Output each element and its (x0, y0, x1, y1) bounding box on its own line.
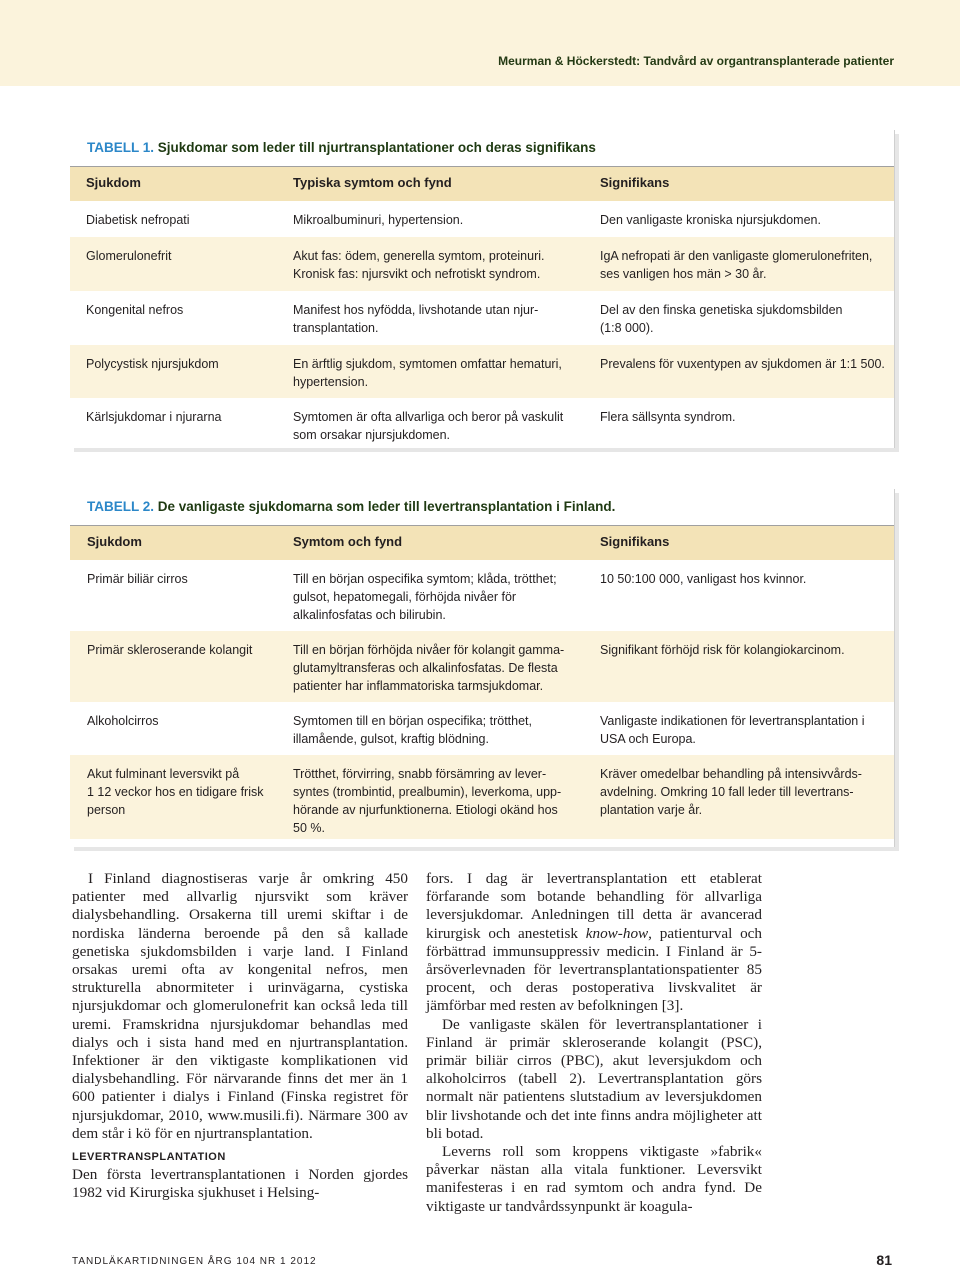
table-cell (87, 570, 188, 588)
table-row (70, 702, 894, 755)
cell-line: ses vanligen hos män > 30 år. (600, 267, 767, 281)
cell-line: Prevalens för vuxentypen av sjukdomen är 1:1 500. (600, 357, 885, 371)
cell-line: person (87, 803, 126, 817)
cell-line: Kongenital nefros (86, 303, 184, 317)
text-run: fors. I dag är levertransplantation ett etablerat förfarande som botande behandling för allvarliga leversjukdomar. Anledningen till detta är avancerad kirurgisk och anestetisk (426, 870, 762, 942)
table-2-header (70, 525, 894, 560)
cell-line: plantation varje år. (600, 803, 703, 817)
cell-line: Kräver omedelbar behandling på intensivvårds- (600, 767, 862, 781)
cell-line: (1:8 000). (600, 321, 654, 335)
cell-line: som orsakar njursjukdomen. (293, 428, 451, 442)
table-cell (600, 301, 843, 337)
table-cell (293, 641, 564, 695)
cell-line: USA och Europa. (600, 732, 696, 746)
table-1 (70, 130, 895, 448)
table-cell (600, 712, 865, 748)
table-cell (87, 765, 263, 819)
cell-line: Mikroalbuminuri, hypertension. (293, 213, 464, 227)
table-cell (293, 570, 557, 624)
table-row (70, 291, 894, 345)
cell-line: syntes (trombintid, prealbumin), leverkoma, upp- (293, 785, 562, 799)
body-column-right (426, 870, 762, 1216)
cell-line: alkalinfosfatas och bilirubin. (293, 608, 446, 622)
running-header: Meurman & Höckerstedt: Tandvård av organtransplanterade patienter (498, 54, 894, 68)
table-cell (293, 712, 532, 748)
table-1-title: Sjukdomar som leder till njurtransplantationer och deras signifikans (157, 140, 596, 155)
table-cell (86, 301, 183, 319)
column-header: Symtom och fynd (293, 534, 403, 549)
table-cell (600, 641, 845, 659)
cell-line: gulsot, hepatomegali, förhöjda nivåer för (293, 590, 517, 604)
cell-line: Trötthet, förvirring, snabb försämring av lever- (293, 767, 547, 781)
table-row (70, 345, 894, 398)
cell-line: Till en början ospecifika symtom; klåda, trötthet; (293, 572, 557, 586)
table-cell (293, 247, 545, 283)
table-row (70, 755, 894, 839)
cell-line: avdelning. Omkring 10 fall leder till levertrans- (600, 785, 854, 799)
cell-line: 50 %. (293, 821, 325, 835)
cell-line: Glomerulonefrit (86, 249, 172, 263)
cell-line: illamående, gulsot, kraftig blödning. (293, 732, 489, 746)
column-header: Sjukdom (86, 175, 141, 190)
cell-line: Till en början förhöjda nivåer för kolangit gamma- (293, 643, 565, 657)
emphasis: know-how (585, 924, 649, 942)
text-run: , patienturval och förbättrad immunsuppressiv medicin. I Finland är 5-årsöverlevnaden för levertransplantationspatienter 85 procent, och deras postoperativa livskvalitet är jämförbar med resten av befolkningen [3]. (426, 924, 762, 1015)
table-cell (600, 570, 806, 588)
table-cell (87, 712, 159, 730)
table-cell (86, 408, 221, 426)
paragraph (426, 870, 762, 1016)
body-column-left (72, 870, 408, 1203)
top-band (0, 0, 960, 86)
cell-line: 10 50:100 000, vanligast hos kvinnor. (600, 572, 807, 586)
cell-line: Kronisk fas: njursvikt och nefrotiskt syndrom. (293, 267, 541, 281)
column-header: Typiska symtom och fynd (293, 175, 452, 190)
table-cell (293, 211, 463, 229)
cell-line: Diabetisk nefropati (86, 213, 190, 227)
cell-line: Vanligaste indikationen för levertransplantation i (600, 714, 865, 728)
paragraph: Leverns roll som kroppens viktigaste »fabrik« påverkar nästan alla vitala funktioner. Leversvikt manifesteras i en rad symtom och andra fynd. De viktigaste ur tandvårdssynpunkt är koagula- (426, 1143, 762, 1215)
table-row (70, 398, 894, 451)
cell-line: IgA nefropati är den vanligaste glomerulonefriten, (600, 249, 873, 263)
cell-line: Primär skleroserande kolangit (87, 643, 253, 657)
cell-line: Symtomen är ofta allvarliga och beror på vaskulit (293, 410, 564, 424)
section-heading: LEVERTRANSPLANTATION (72, 1151, 226, 1164)
cell-line: hypertension. (293, 375, 369, 389)
cell-line: patienter har inflammatoriska tarmsjukdomar. (293, 679, 544, 693)
table-cell (87, 641, 252, 659)
table-2 (70, 489, 895, 847)
cell-line: Signifikant förhöjd risk för kolangiokarcinom. (600, 643, 845, 657)
cell-line: transplantation. (293, 321, 379, 335)
cell-line: Kärlsjukdomar i njurarna (86, 410, 222, 424)
column-header: Signifikans (600, 175, 670, 190)
table-cell (293, 765, 561, 837)
table-cell (600, 211, 821, 229)
column-header: Signifikans (600, 534, 670, 549)
table-cell (600, 355, 885, 373)
cell-line: Polycystisk njursjukdom (86, 357, 219, 371)
cell-line: Akut fas: ödem, generella symtom, proteinuri. (293, 249, 545, 263)
cell-line: Akut fulminant leversvikt på (87, 767, 240, 781)
table-cell (293, 408, 563, 444)
table-2-title: De vanligaste sjukdomarna som leder till levertransplantation i Finland. (157, 499, 616, 514)
table-cell (600, 408, 735, 426)
cell-line: Del av den finska genetiska sjukdomsbilden (600, 303, 843, 317)
cell-line: Symtomen till en början ospecifika; trötthet, (293, 714, 533, 728)
table-cell (293, 301, 538, 337)
paragraph: I Finland diagnostiseras varje år omkring 450 patienter med allvarlig njursvikt som kräver dialysbehandling. Orsakerna till uremi skiftar i de nordiska länderna beroende på den så kallade genetiska sjukdomsbilden i varje land. I Finland orsakas uremi ofta av kongenital nefros, men strukturella abnormiteter i urinvägarna, cystiska njursjukdomar och glomerulonefrit kan också leda till uremi. Framskridna njursjukdomar behandlas med dialys och i sista hand med en njurtransplantation. Infektioner är den viktigaste komplikationen vid dialysbehandling. För närvarande finns det mer än 1 600 patienter i dialys i Finland (Finska registret för njursjukdomar, 2010, www.musili.fi). Närmare 300 av dem står i kö för en njurtransplantation. (72, 870, 408, 1142)
cell-line: Primär biliär cirros (87, 572, 188, 586)
table-row (70, 237, 894, 291)
table-1-label: TABELL 1. (87, 140, 155, 155)
table-row (70, 560, 894, 631)
cell-line: hörande av njurfunktionerna. Etiologi okänd hos (293, 803, 558, 817)
paragraph: Den första levertransplantationen i Norden gjordes 1982 vid Kirurgiska sjukhuset i Helsing- (72, 1166, 408, 1202)
table-cell (86, 355, 219, 373)
column-header: Sjukdom (87, 534, 142, 549)
cell-line: En ärftlig sjukdom, symtomen omfattar hematuri, (293, 357, 562, 371)
table-row (70, 631, 894, 702)
table-1-header (70, 166, 894, 201)
cell-line: Alkoholcirros (87, 714, 159, 728)
table-cell (293, 355, 562, 391)
cell-line: glutamyltransferas och alkalinfosfatas. De flesta (293, 661, 558, 675)
table-cell (600, 247, 872, 283)
table-2-label: TABELL 2. (87, 499, 155, 514)
table-cell (86, 211, 190, 229)
table-1-caption (70, 130, 894, 166)
page-number: 81 (876, 1252, 892, 1268)
table-row (70, 201, 894, 237)
table-cell (86, 247, 171, 265)
cell-line: Flera sällsynta syndrom. (600, 410, 736, 424)
cell-line: Den vanligaste kroniska njursjukdomen. (600, 213, 821, 227)
journal-footer: TANDLÄKARTIDNINGEN ÅRG 104 NR 1 2012 (72, 1256, 317, 1267)
cell-line: 1 12 veckor hos en tidigare frisk (87, 785, 264, 799)
paragraph: De vanligaste skälen för levertransplantationer i Finland är primär skleroserande kolangit (PSC), primär biliär cirros (PBC), akut leversjukdom och alkoholcirros (tabell 2). Levertransplantation görs normalt när patientens slutstadium av leversjukdomen blir livshotande och det inte finns andra möjligheter att bli botad. (426, 1015, 762, 1142)
table-2-caption (70, 489, 894, 525)
cell-line: Manifest hos nyfödda, livshotande utan njur- (293, 303, 539, 317)
table-cell (600, 765, 862, 819)
